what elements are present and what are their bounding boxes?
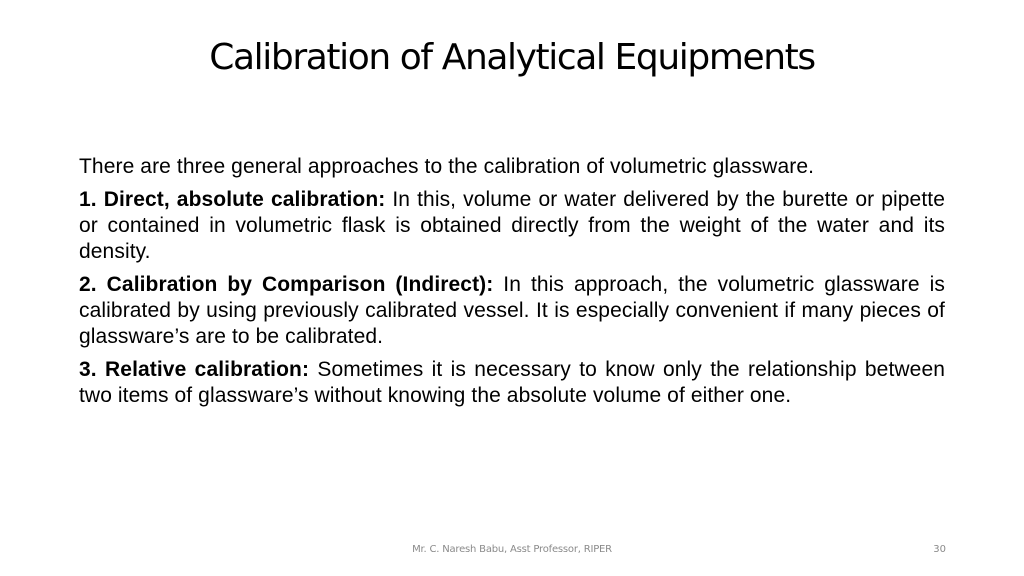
item-heading: 2. Calibration by Comparison (Indirect):: [79, 273, 494, 296]
slide-title: Calibration of Analytical Equipments: [209, 37, 815, 78]
item-text: In this, volume or water delivered by the burette or pipette or contained in volumetric flask is obtained directly from the weight of the water and its density.: [79, 188, 945, 263]
item-text: In this approach, the volumetric glassware is calibrated by using previously calibrated vessel. It is especially convenient if many pieces of glassware’s are to be calibrated.: [79, 273, 945, 348]
footer-author: Mr. C. Naresh Babu, Asst Professor, RIPER: [412, 544, 612, 555]
item-direct-calibration: [79, 187, 945, 265]
item-heading: 3. Relative calibration:: [79, 358, 310, 381]
item-heading: 1. Direct, absolute calibration:: [79, 188, 386, 211]
slide-body: [79, 154, 945, 416]
intro-paragraph: There are three general approaches to the calibration of volumetric glassware.: [79, 155, 815, 178]
item-text: Sometimes it is necessary to know only the relationship between two items of glassware’s without knowing the absolute volume of either one.: [79, 358, 945, 407]
item-comparison-calibration: [79, 272, 945, 350]
item-relative-calibration: [79, 357, 945, 409]
page-number: 30: [933, 544, 946, 555]
